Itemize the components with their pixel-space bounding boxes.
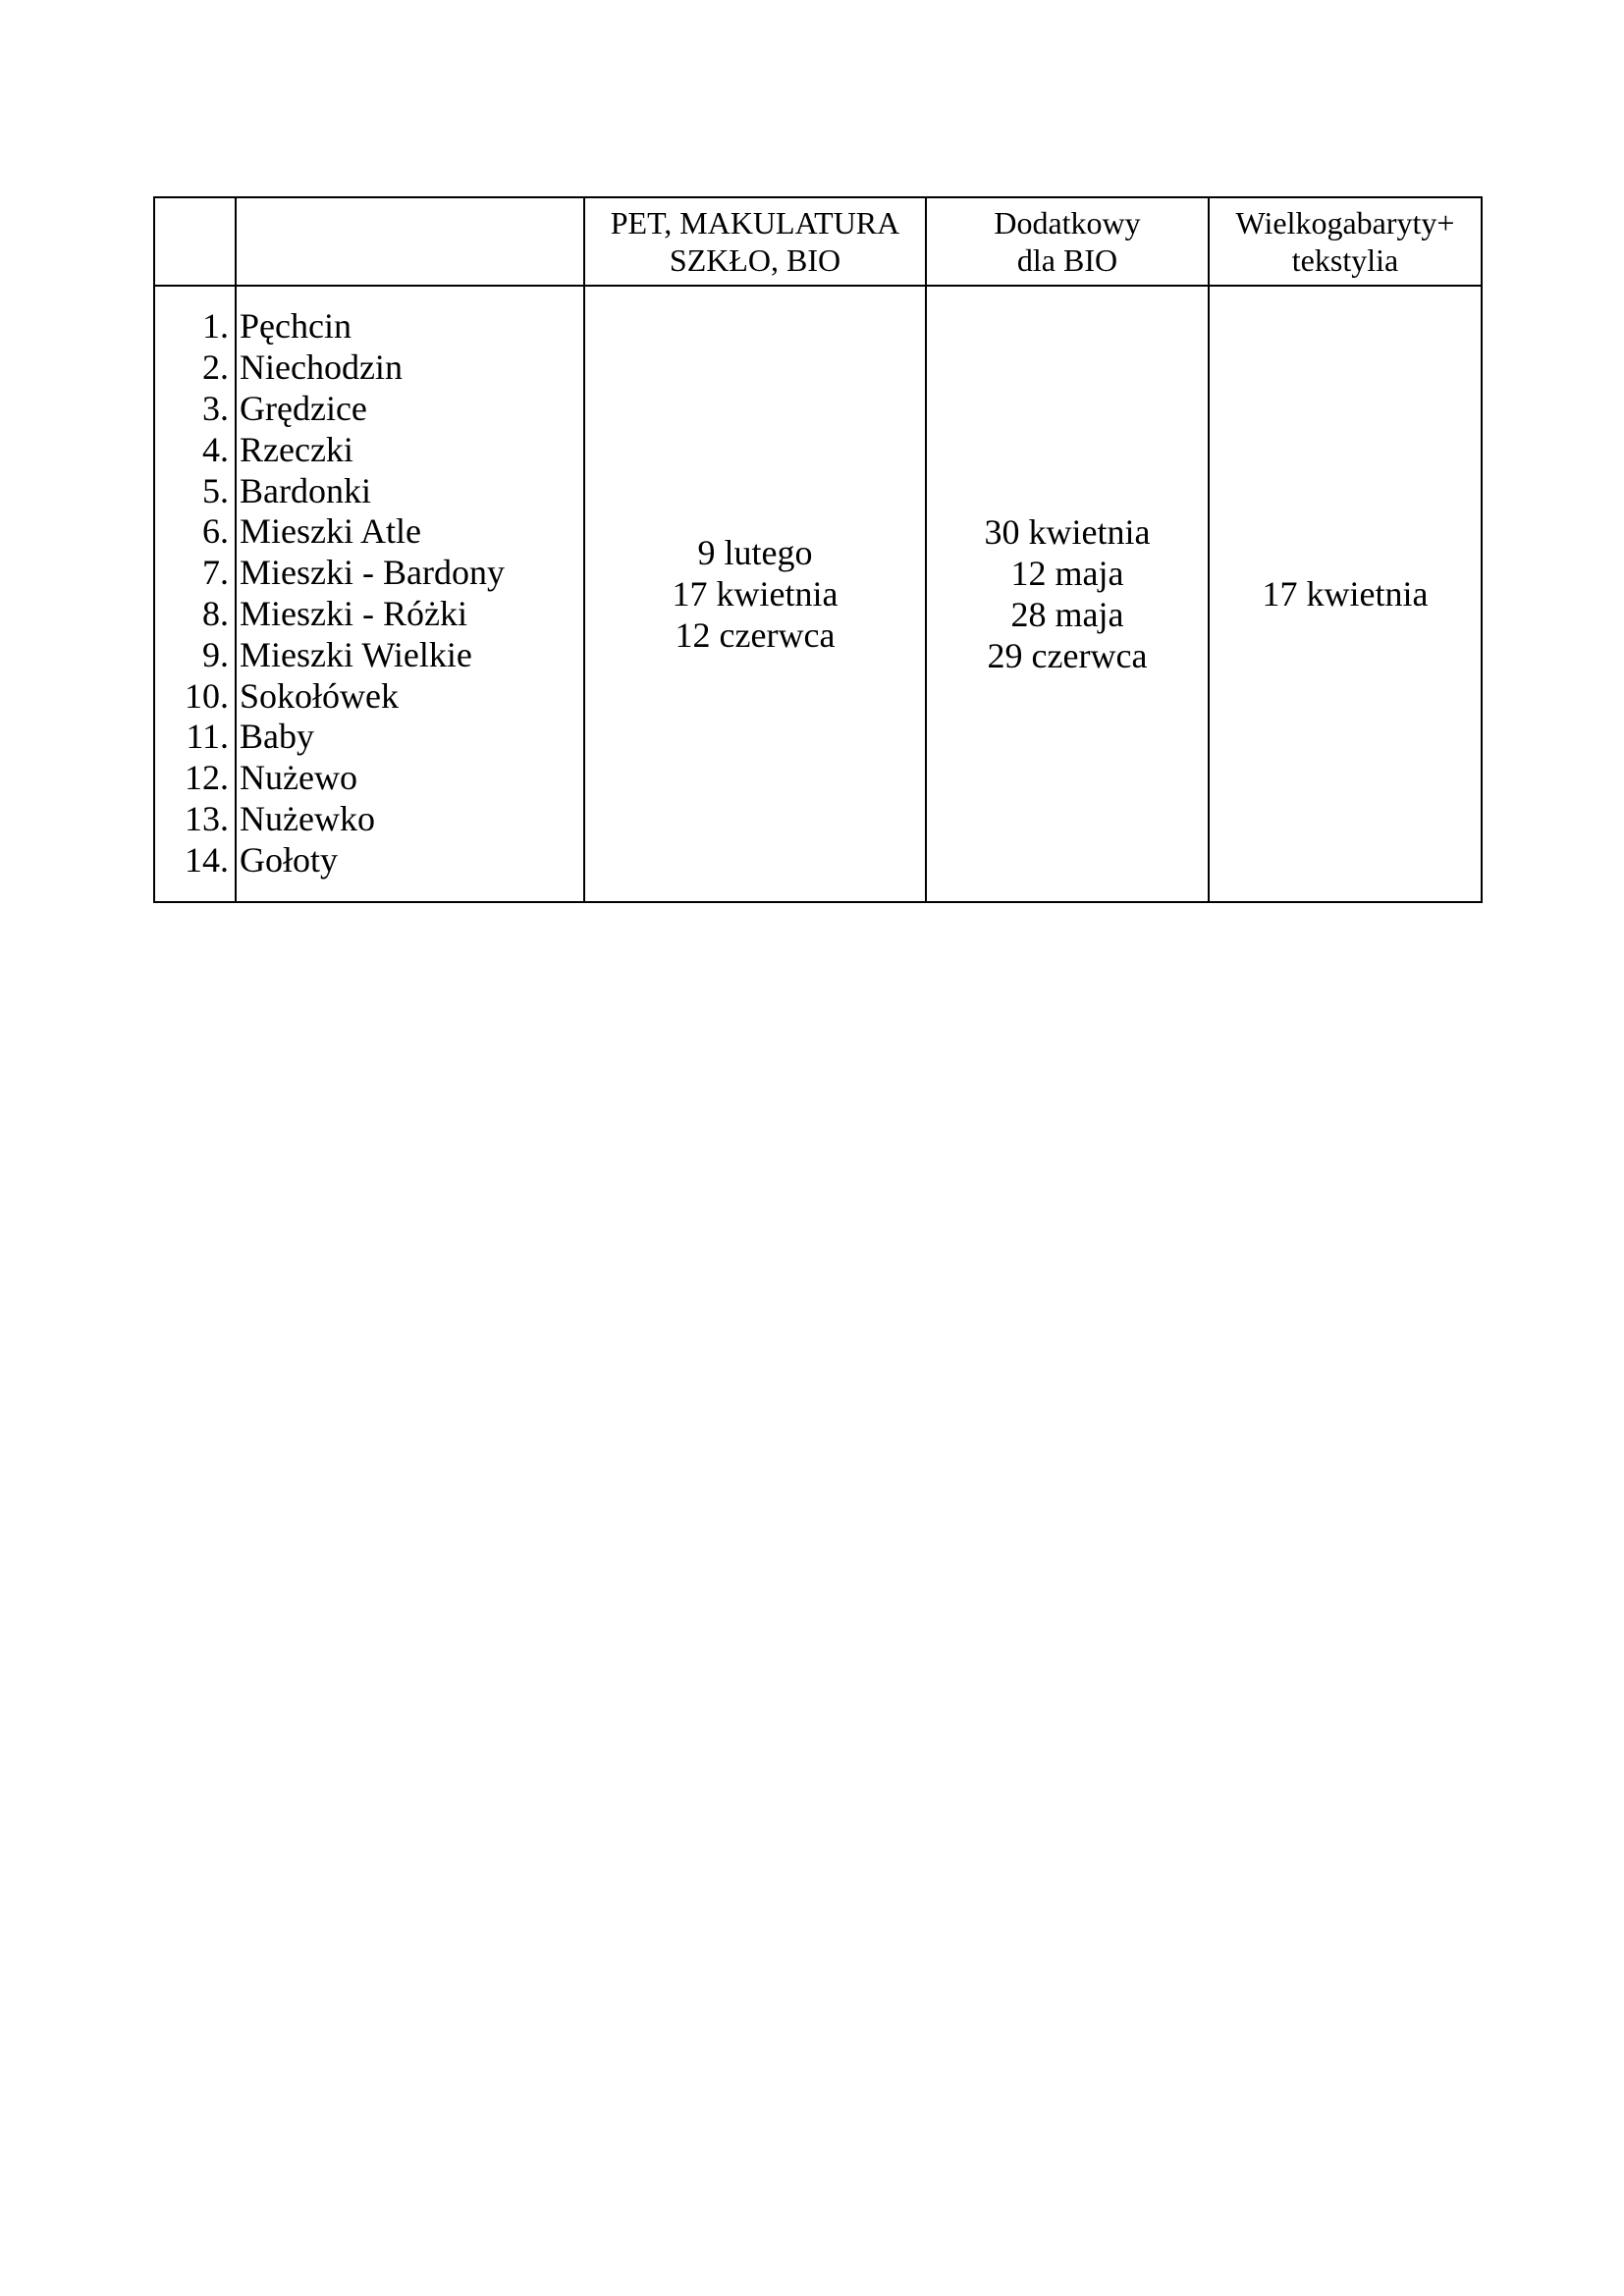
location-number: 10. xyxy=(185,675,229,716)
header-number-cell xyxy=(154,197,236,286)
location-number: 6. xyxy=(202,511,229,552)
header-pet-cell xyxy=(584,197,926,286)
location-number: 8. xyxy=(202,594,229,633)
bio-date: 12 maja xyxy=(1010,554,1124,593)
pet-dates-cell xyxy=(584,286,926,902)
bio-date: 30 kwietnia xyxy=(984,512,1151,552)
location-name: Pęchcin xyxy=(240,306,352,347)
pet-dates-list xyxy=(585,532,925,656)
header-bulky-cell xyxy=(1209,197,1482,286)
location-name: Sokołówek xyxy=(240,675,399,716)
header-bio-cell xyxy=(926,197,1209,286)
header-bulky-line-2: tekstylia xyxy=(1291,242,1399,278)
location-number: 1. xyxy=(202,306,229,347)
location-number: 4. xyxy=(202,429,229,469)
location-name: Niechodzin xyxy=(240,347,403,388)
location-name: Mieszki Atle xyxy=(240,511,421,552)
pet-date: 12 czerwca xyxy=(675,615,836,655)
location-name: Nużewko xyxy=(240,798,375,838)
location-name: Baby xyxy=(240,717,314,757)
table-header-row xyxy=(154,197,1482,286)
location-name: Grędzice xyxy=(240,389,367,429)
collection-schedule-table xyxy=(153,196,1483,903)
location-name: Mieszki Wielkie xyxy=(240,634,472,674)
location-name: Mieszki - Różki xyxy=(240,594,467,633)
bulky-date: 17 kwietnia xyxy=(1262,574,1429,614)
location-number-list xyxy=(155,306,235,881)
location-number: 2. xyxy=(202,347,229,388)
location-number: 7. xyxy=(202,553,229,593)
location-number: 11. xyxy=(186,717,229,757)
bulky-dates-cell xyxy=(1209,286,1482,902)
number-cell xyxy=(154,286,236,902)
location-name: Nużewo xyxy=(240,758,357,798)
header-bulky-line-1: Wielkogabaryty+ xyxy=(1235,205,1455,240)
header-bio-line-2: dla BIO xyxy=(1016,242,1118,278)
header-bio-line-1: Dodatkowy xyxy=(994,205,1141,240)
pet-date: 9 lutego xyxy=(697,533,813,572)
location-name: Gołoty xyxy=(240,839,339,880)
location-number: 14. xyxy=(185,839,229,880)
location-name: Mieszki - Bardony xyxy=(240,553,505,593)
location-name: Rzeczki xyxy=(240,429,353,469)
bio-dates-cell xyxy=(926,286,1209,902)
location-number: 3. xyxy=(202,389,229,429)
bio-dates-list xyxy=(927,511,1208,676)
location-number: 13. xyxy=(185,798,229,838)
location-name: Bardonki xyxy=(240,470,371,510)
location-number: 9. xyxy=(202,634,229,674)
bio-date: 28 maja xyxy=(1010,595,1124,634)
pet-date: 17 kwietnia xyxy=(672,574,839,614)
bio-date: 29 czerwca xyxy=(987,636,1148,675)
bulky-dates-list xyxy=(1210,573,1481,614)
location-number: 12. xyxy=(185,758,229,798)
header-location-cell xyxy=(236,197,584,286)
location-number: 5. xyxy=(202,470,229,510)
location-cell xyxy=(236,286,584,902)
table-body-row xyxy=(154,286,1482,902)
header-pet-line-2: SZKŁO, BIO xyxy=(669,242,841,278)
location-name-list xyxy=(237,306,583,881)
header-pet-line-1: PET, MAKULATURA xyxy=(610,205,900,240)
